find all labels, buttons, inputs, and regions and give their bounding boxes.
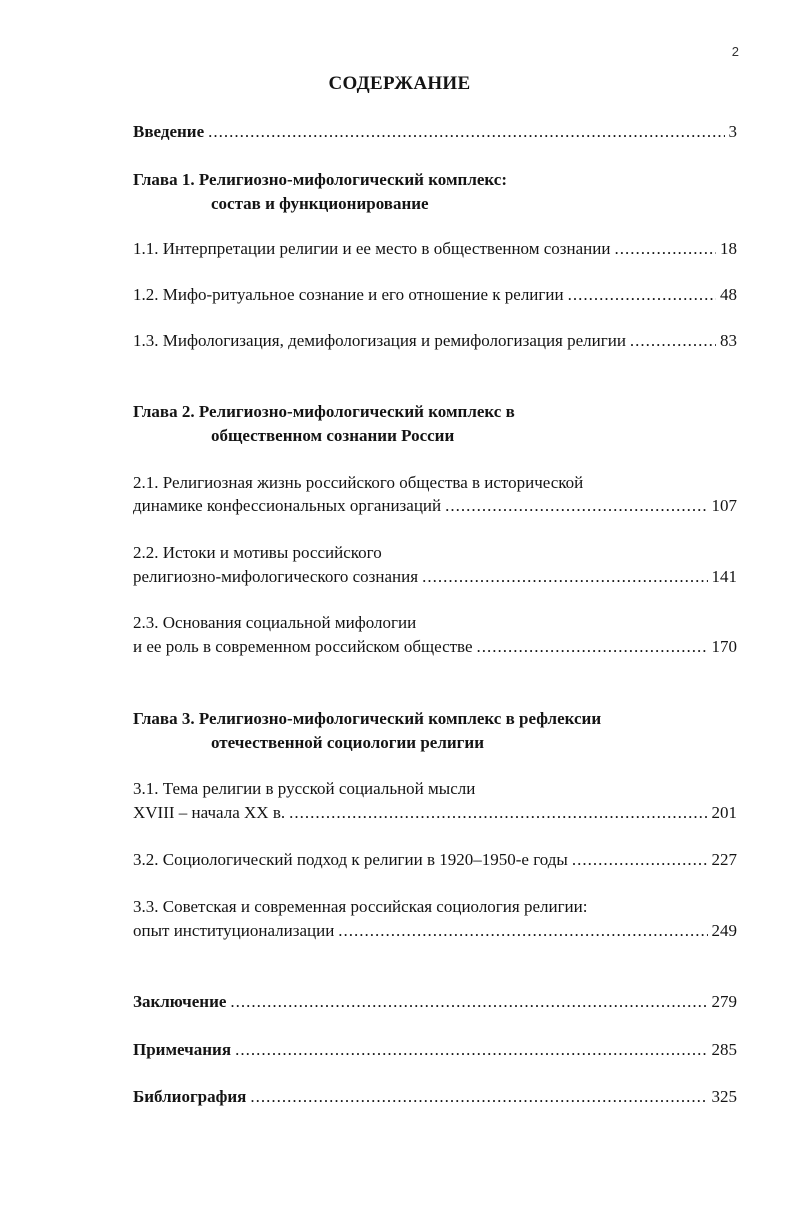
toc-entry-page: 3 — [728, 122, 737, 141]
toc-entry-page: 249 — [711, 921, 737, 940]
toc-entry-2-1[interactable] — [133, 495, 737, 517]
leader-dots — [250, 1086, 707, 1108]
leader-dots — [614, 238, 716, 260]
toc-entry-label: опыт институционализации — [133, 921, 335, 940]
toc-entry-page: 279 — [711, 992, 737, 1011]
toc-entry-bibliography[interactable] — [133, 1086, 737, 1108]
chapter-1-heading: Глава 1. Религиозно-мифологический комплекс: — [133, 170, 507, 189]
toc-entry-2-2-line1: 2.2. Истоки и мотивы российского — [133, 543, 382, 562]
toc-entry-label: и ее роль в современном российском обществе — [133, 637, 473, 656]
toc-entry-label: 1.3. Мифологизация, демифологизация и ремифологизация религии — [133, 331, 626, 350]
toc-entry-page: 170 — [711, 637, 737, 656]
toc-entry-label: 1.2. Мифо-ритуальное сознание и его отношение к религии — [133, 285, 564, 304]
leader-dots — [445, 495, 707, 517]
toc-entry-notes[interactable] — [133, 1039, 737, 1061]
toc-entry-2-1-line1: 2.1. Религиозная жизнь российского общества в исторической — [133, 473, 584, 492]
toc-entry-1-2[interactable] — [133, 284, 737, 306]
chapter-2-heading-cont: общественном сознании России — [211, 426, 455, 445]
toc-entry-3-2[interactable] — [133, 849, 737, 871]
chapter-3-heading-cont: отечественной социологии религии — [211, 733, 484, 752]
leader-dots — [630, 330, 716, 352]
leader-dots — [338, 920, 707, 942]
chapter-2-heading: Глава 2. Религиозно-мифологический комплекс в — [133, 402, 515, 421]
leader-dots — [208, 121, 724, 143]
toc-entry-3-3[interactable] — [133, 920, 737, 942]
toc-entry-2-3[interactable] — [133, 636, 737, 658]
page-number: 2 — [731, 44, 739, 59]
toc-entry-2-2[interactable] — [133, 566, 737, 588]
toc-entry-label: Заключение — [133, 992, 227, 1011]
leader-dots — [235, 1039, 707, 1061]
toc-entry-page: 227 — [711, 850, 737, 869]
toc-entry-1-1[interactable] — [133, 238, 737, 260]
leader-dots — [422, 566, 707, 588]
leader-dots — [568, 284, 716, 306]
toc-entry-3-1-line1: 3.1. Тема религии в русской социальной мысли — [133, 779, 476, 798]
page-title: СОДЕРЖАНИЕ — [328, 73, 471, 94]
toc-entry-label: религиозно-мифологического сознания — [133, 567, 419, 586]
toc-entry-label: 1.1. Интерпретации религии и ее место в общественном сознании — [133, 239, 611, 258]
toc-entry-label: XVIII – начала XX в. — [133, 803, 286, 822]
toc-entry-label: динамике конфессиональных организаций — [133, 496, 442, 515]
toc-entry-3-1[interactable] — [133, 802, 737, 824]
toc-entry-page: 48 — [720, 285, 737, 304]
toc-entry-label: Библиография — [133, 1087, 247, 1106]
toc-entry-conclusion[interactable] — [133, 991, 737, 1013]
leader-dots — [572, 849, 708, 871]
toc-entry-3-3-line1: 3.3. Советская и современная российская социология религии: — [133, 897, 588, 916]
toc-entry-1-3[interactable] — [133, 330, 737, 352]
toc-entry-label: Примечания — [133, 1040, 232, 1059]
leader-dots — [230, 991, 707, 1013]
toc-entry-page: 325 — [711, 1087, 737, 1106]
leader-dots — [289, 802, 707, 824]
toc-entry-page: 107 — [711, 496, 737, 515]
toc-entry-2-3-line1: 2.3. Основания социальной мифологии — [133, 613, 417, 632]
toc-entry-page: 18 — [720, 239, 737, 258]
leader-dots — [477, 636, 708, 658]
chapter-3-heading: Глава 3. Религиозно-мифологический комплекс в рефлексии — [133, 709, 602, 728]
chapter-1-heading-cont: состав и функционирование — [211, 194, 429, 213]
toc-entry-page: 83 — [720, 331, 737, 350]
toc-entry-page: 285 — [711, 1040, 737, 1059]
toc-entry-label: 3.2. Социологический подход к религии в 1920–1950-е годы — [133, 850, 568, 869]
toc-entry-page: 141 — [711, 567, 737, 586]
toc-entry-intro[interactable] — [133, 121, 737, 143]
toc-entry-label: Введение — [133, 122, 205, 141]
toc-entry-page: 201 — [711, 803, 737, 822]
